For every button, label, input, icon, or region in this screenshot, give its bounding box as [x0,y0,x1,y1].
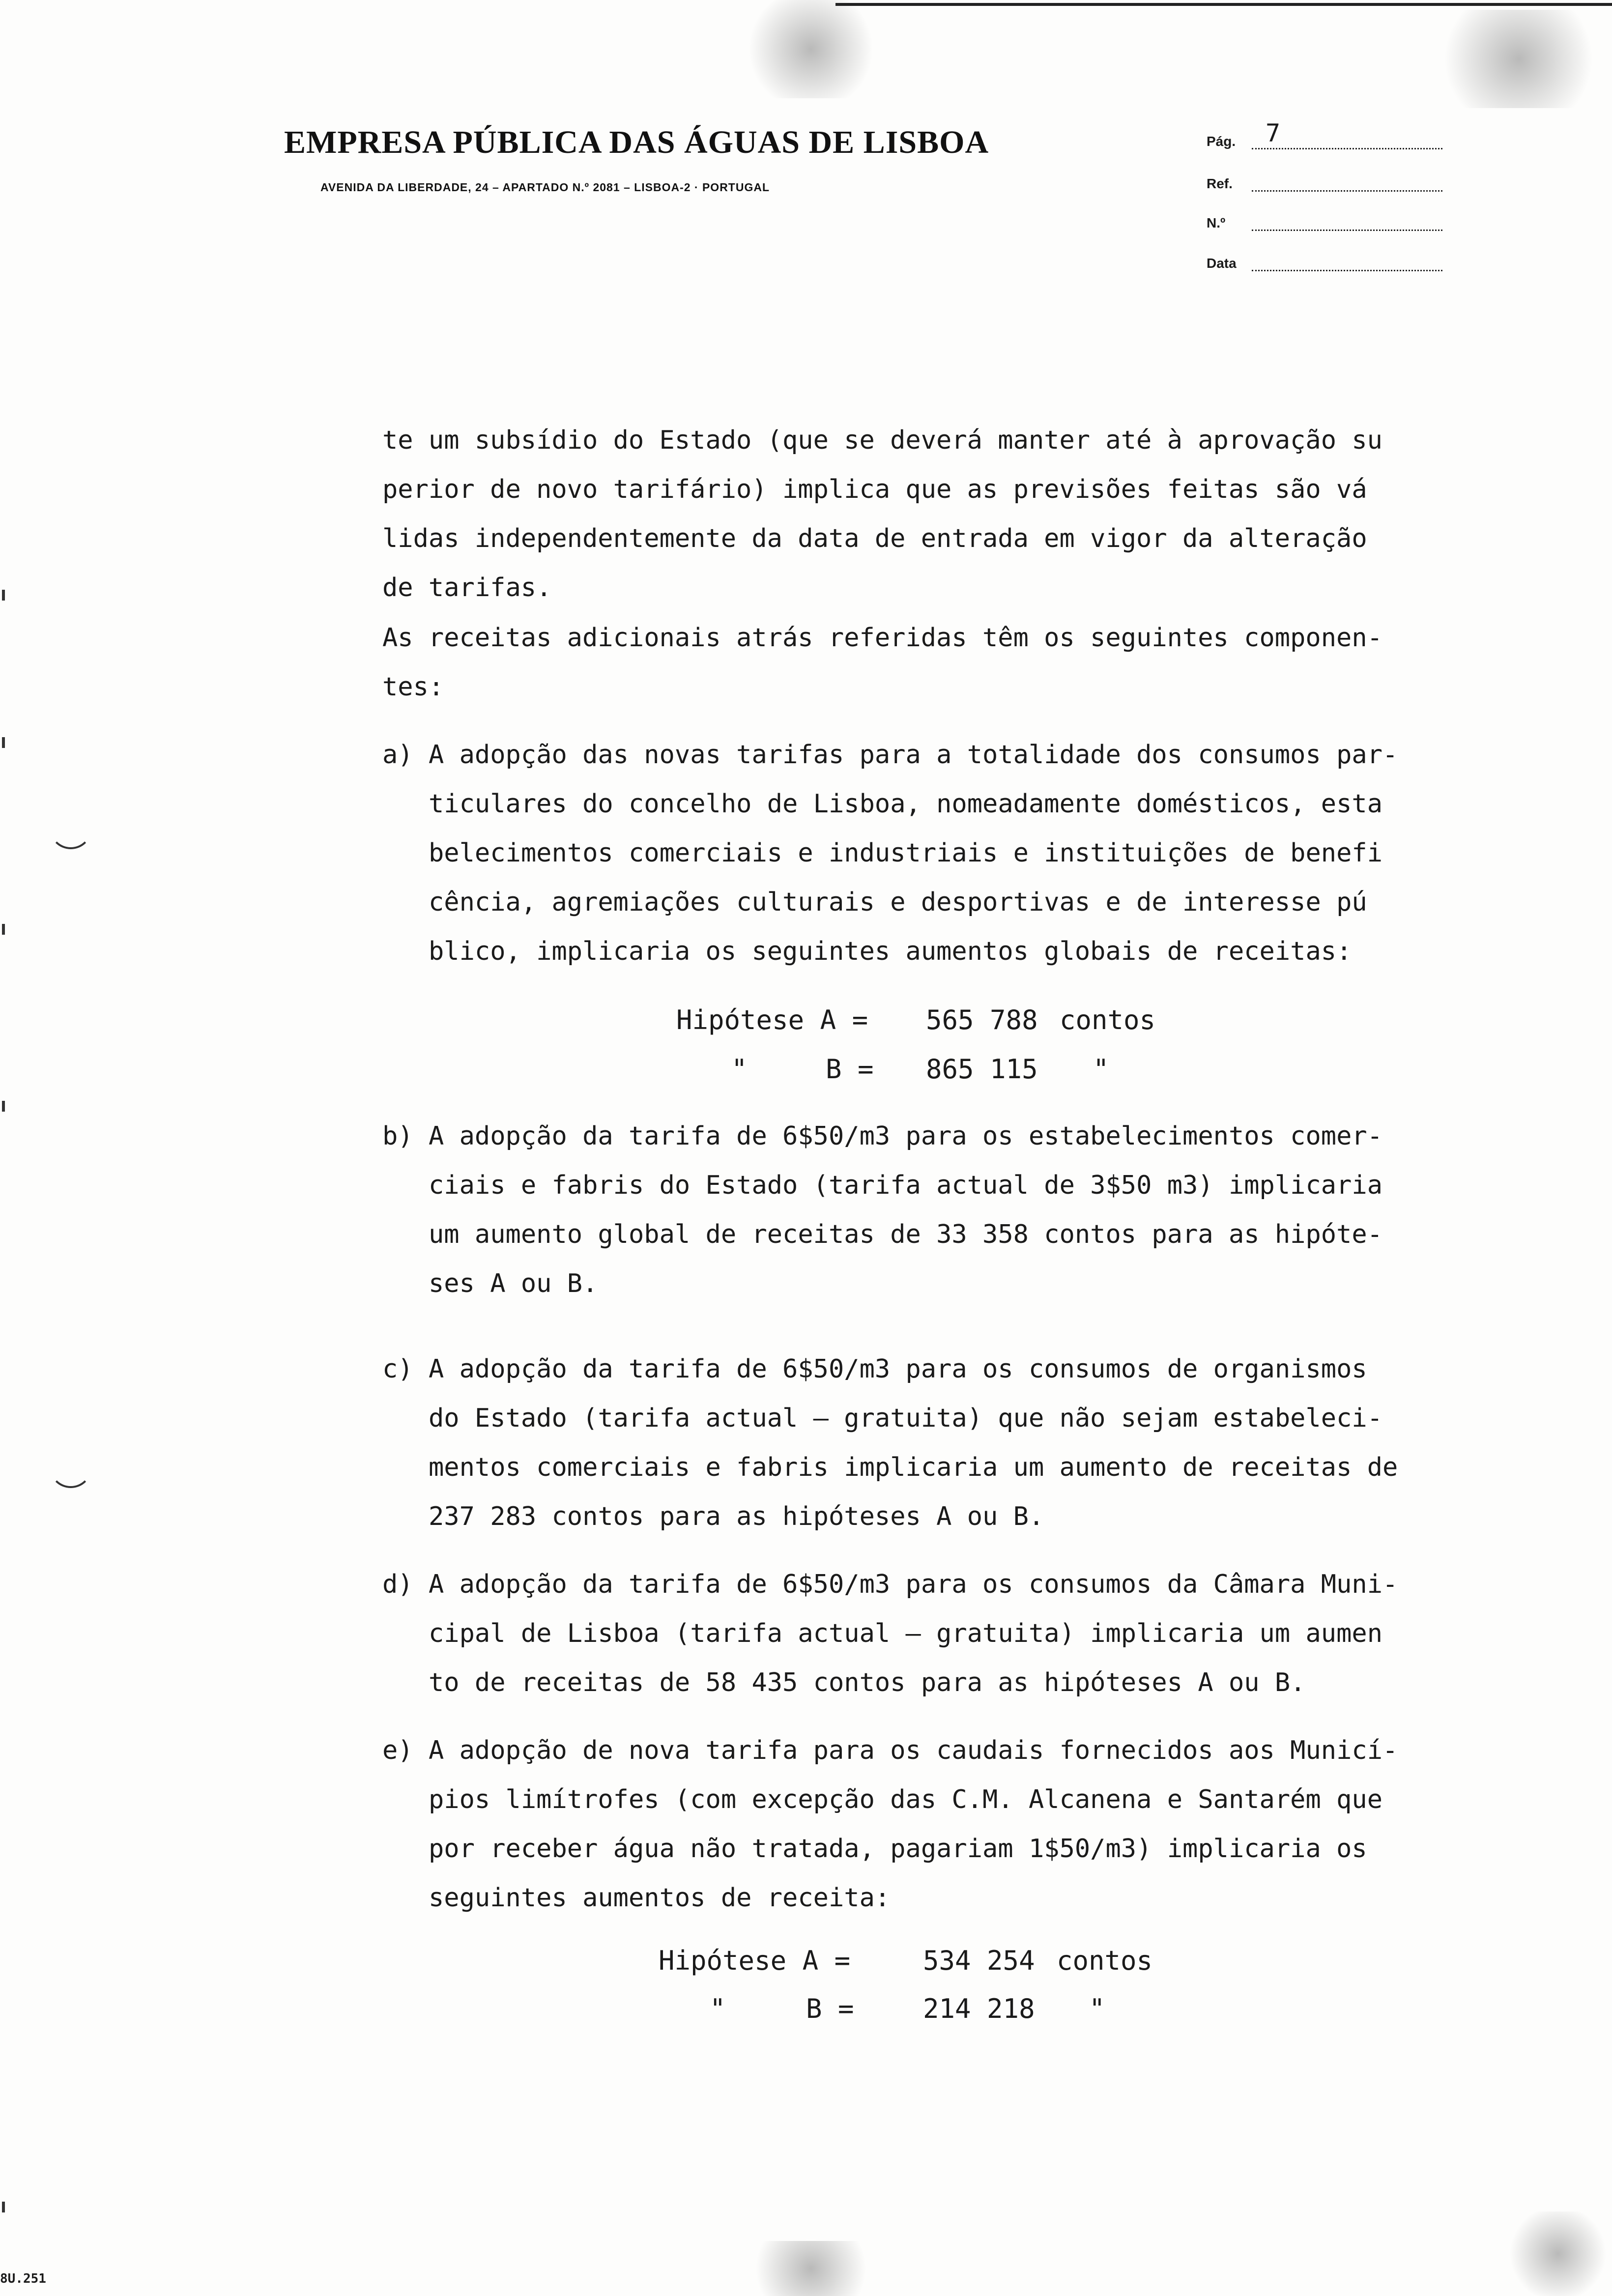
text-line: lidas independentemente da data de entrada em vigor da alteração [382,524,1367,553]
item-marker: d) [382,1570,413,1599]
page-number: 7 [1266,119,1281,147]
punch-hole-mark [49,806,92,849]
scan-smudge [737,0,885,98]
hypothesis-label: B = [806,1993,854,2024]
field-label: Data [1207,256,1237,271]
field-label: N.º [1207,215,1226,230]
text-line: pios limítrofes (com excepção das C.M. Alcanena e Santarém que [429,1785,1383,1814]
ditto-mark: " [710,1993,726,2024]
text-line: perior de novo tarifário) implica que as previsões feitas são vá [382,475,1367,504]
field-label: Ref. [1207,176,1233,191]
margin-tick [2,737,5,748]
page-number-field [1207,119,1442,153]
text-line: tes: [382,672,444,702]
text-line: cipal de Lisboa (tarifa actual – gratuita) implicaria um aumen [429,1619,1383,1648]
scan-smudge [1504,2211,1612,2296]
margin-tick [2,590,5,601]
field-line [1252,270,1442,271]
text-line: do Estado (tarifa actual – gratuita) que não sejam estabeleci- [429,1404,1383,1433]
corner-form-code: 8U.251 [0,2271,46,2286]
number-field [1207,210,1442,235]
text-line: mentos comerciais e fabris implicaria um aumento de receitas de [429,1453,1398,1482]
text-line: ciais e fabris do Estado (tarifa actual de 3$50 m3) implicaria [429,1171,1383,1200]
text-line: A adopção de nova tarifa para os caudais fornecidos aos Municí- [429,1736,1398,1765]
field-line [1252,230,1442,231]
unit: contos [1060,1004,1156,1035]
item-marker: a) [382,740,413,770]
left-margin-marks [0,0,29,2296]
field-line [1252,190,1442,192]
hypothesis-value: 534 254 [923,1945,1035,1976]
ditto-mark: " [731,1054,748,1085]
text-line: de tarifas. [382,573,552,603]
text-line: um aumento global de receitas de 33 358 contos para as hipóte- [429,1220,1383,1249]
date-field [1207,251,1442,275]
text-line: A adopção das novas tarifas para a totalidade dos consumos par- [429,740,1398,770]
margin-tick [2,924,5,935]
hypothesis-label: Hipótese A = [659,1945,851,1976]
text-line: ticulares do concelho de Lisboa, nomeadamente domésticos, esta [429,789,1383,819]
ditto-mark: " [1089,1993,1105,2024]
punch-hole-mark [49,1445,92,1488]
hypothesis-value: 865 115 [926,1054,1038,1085]
field-line [1252,148,1442,149]
item-marker: e) [382,1736,413,1765]
text-line: A adopção da tarifa de 6$50/m3 para os consumos da Câmara Muni- [429,1570,1398,1599]
text-line: blico, implicaria os seguintes aumentos globais de receitas: [429,937,1352,966]
hypothesis-label: B = [826,1054,874,1085]
text-line: belecimentos comerciais e industriais e instituições de benefi [429,838,1383,868]
text-line: por receber água não tratada, pagariam 1$50/m3) implicaria os [429,1834,1367,1864]
margin-tick [2,2202,5,2212]
text-line: A adopção da tarifa de 6$50/m3 para os consumos de organismos [429,1354,1367,1384]
text-line: A adopção da tarifa de 6$50/m3 para os estabelecimentos comer- [429,1121,1383,1151]
top-border-rule [835,3,1612,6]
organization-name: EMPRESA PÚBLICA DAS ÁGUAS DE LISBOA [284,124,989,160]
organization-address: AVENIDA DA LIBERDADE, 24 – APARTADO N.º 2081 – LISBOA-2 · PORTUGAL [320,181,770,194]
text-line: te um subsídio do Estado (que se deverá manter até à aprovação su [382,426,1382,455]
text-line: 237 283 contos para as hipóteses A ou B. [429,1502,1044,1531]
hypothesis-value: 565 788 [926,1004,1038,1035]
text-line: to de receitas de 58 435 contos para as hipóteses A ou B. [429,1668,1306,1697]
unit: contos [1057,1945,1153,1976]
hypothesis-label: Hipótese A = [676,1004,868,1035]
scan-smudge [1425,10,1612,108]
hypothesis-value: 214 218 [923,1993,1035,2024]
scan-smudge [737,2241,885,2296]
item-marker: b) [382,1121,413,1151]
margin-tick [2,1101,5,1112]
item-marker: c) [382,1354,413,1384]
reference-field [1207,171,1442,196]
text-line: ses A ou B. [429,1269,598,1298]
text-line: As receitas adicionais atrás referidas têm os seguintes componen- [382,623,1382,653]
text-line: cência, agremiações culturais e desportivas e de interesse pú [429,888,1367,917]
text-line: seguintes aumentos de receita: [429,1883,891,1913]
field-label: Pág. [1207,134,1236,149]
ditto-mark: " [1093,1054,1109,1085]
